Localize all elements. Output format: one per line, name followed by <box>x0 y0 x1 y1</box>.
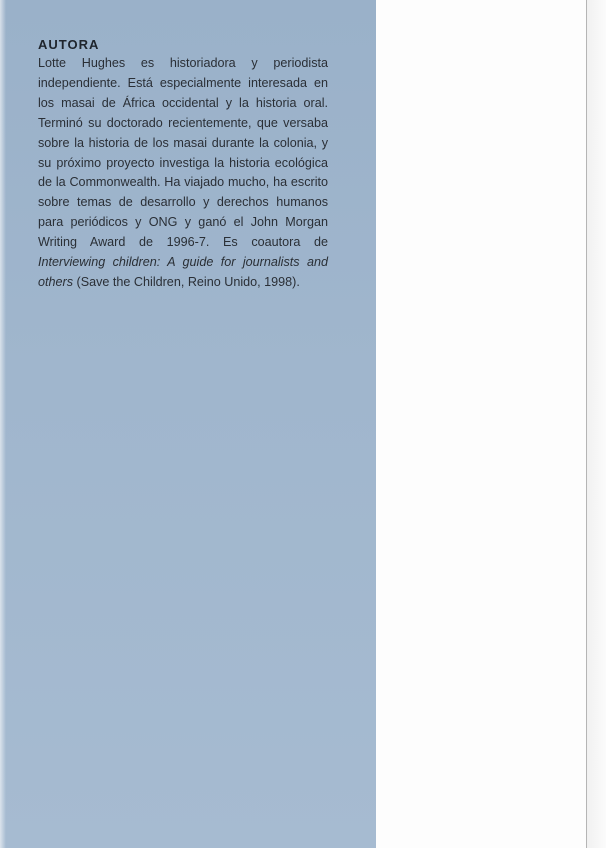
bio-text-part-2: (Save the Children, Reino Unido, 1998). <box>73 274 300 289</box>
author-bio-block <box>38 36 328 293</box>
bio-text-part-1: Lotte Hughes es historiadora y periodista independiente. Está especialmente interesada en los masai de África occidental y la historia oral. Terminó su doctorado recientemente, que versaba sobre la historia de los masai durante la colonia, y su próximo proyecto investiga la historia ecológica de la Commonwealth. Ha viajado mucho, ha escrito sobre temas de desarrollo y derechos humanos para periódicos y ONG y ganó el John Morgan Writing Award de 1996-7. Es coautora de <box>38 56 328 250</box>
panel-edge-highlight <box>0 0 6 848</box>
page-edge-shadow <box>587 0 606 848</box>
bio-book-title: Interviewing children: A guide for journalists and others <box>38 255 328 289</box>
author-heading: AUTORA <box>38 37 100 52</box>
author-bio-text <box>38 54 328 293</box>
